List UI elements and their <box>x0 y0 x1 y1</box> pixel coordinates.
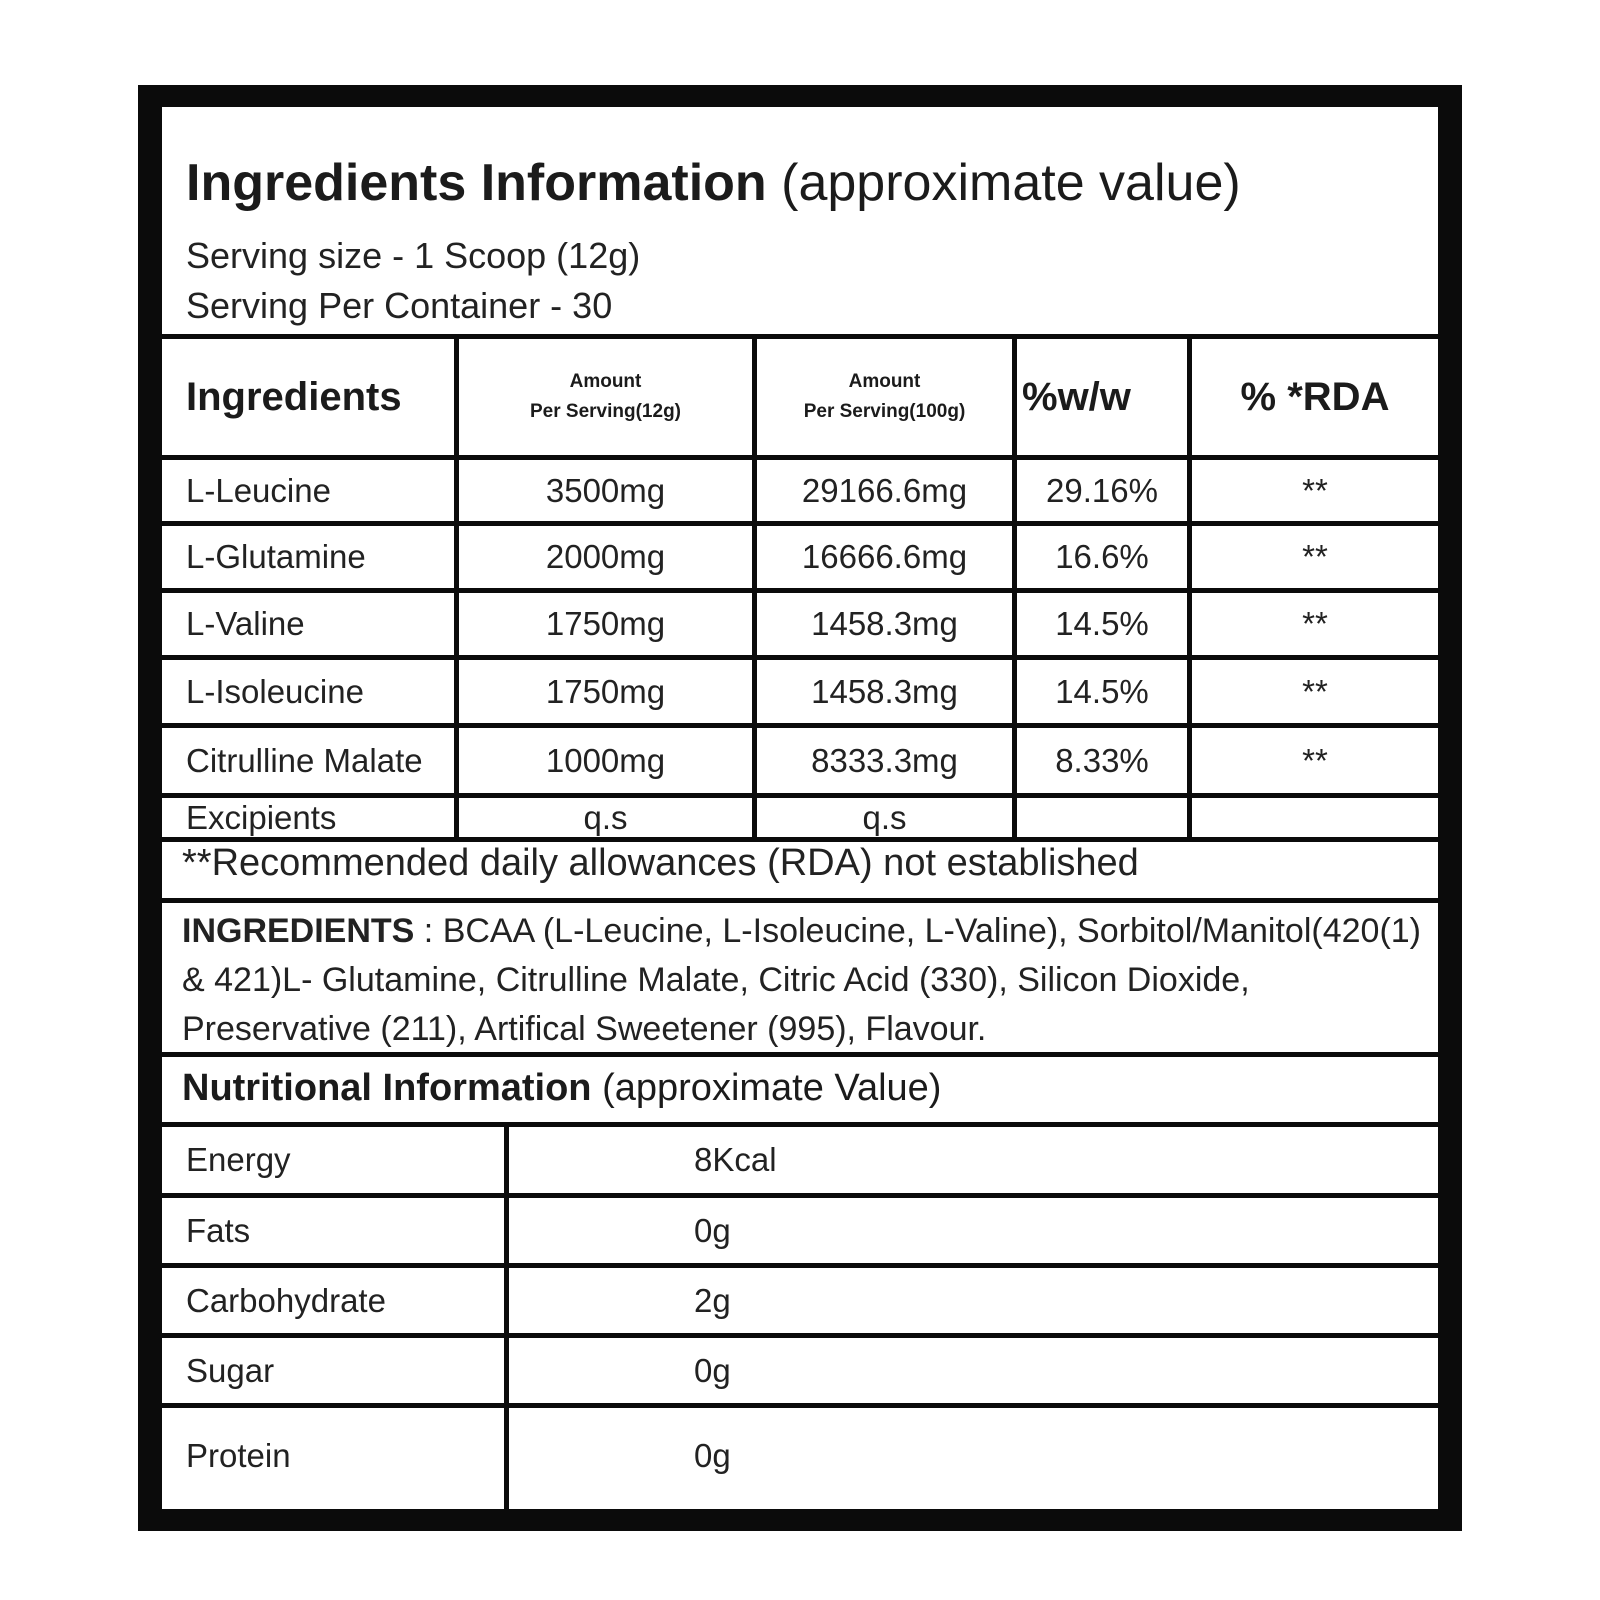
header-amount-100g-line2: Per Serving(100g) <box>803 401 966 422</box>
ingredients-list-text: : BCAA (L-Leucine, L-Isoleucine, L-Valine), Sorbitol/Manitol(420(1) & 421)L- Glutamine, Citrulline Malate, Citric Acid (330), Silicon Dioxide, Preservative (211), Artifical Sweetener (995), Flavour. <box>182 912 1421 1048</box>
nutrition-name: Sugar <box>186 1351 275 1389</box>
label-frame <box>138 85 1462 1531</box>
ingredient-per-12g: 3500mg <box>545 471 666 509</box>
header-amount-12g-line1: Amount <box>569 371 642 392</box>
serving-size: Serving size - 1 Scoop (12g) <box>186 235 641 276</box>
nutrition-value: 2g <box>694 1281 731 1319</box>
ingredient-per-100g: 1458.3mg <box>811 605 958 642</box>
nutritional-info-title <box>182 1067 941 1110</box>
ingredient-rda: ** <box>1302 741 1328 779</box>
nutrition-title-rest: (approximate Value) <box>602 1067 942 1109</box>
ingredient-rda: ** <box>1302 605 1328 642</box>
ingredient-per-100g: 8333.3mg <box>811 741 958 779</box>
ingredient-ww: 8.33% <box>1055 741 1149 779</box>
ingredient-per-12g: 1750mg <box>545 605 666 642</box>
header-ingredients: Ingredients <box>186 374 402 419</box>
ingredients-list <box>182 907 1422 1054</box>
ingredient-ww: 14.5% <box>1055 672 1149 710</box>
divider-note <box>162 898 1438 903</box>
ingredient-ww: 29.16% <box>1046 471 1158 509</box>
ingredient-ww: 16.6% <box>1055 538 1149 575</box>
ingredient-per-100g: 16666.6mg <box>801 538 968 575</box>
ingredient-rda: ** <box>1302 538 1328 575</box>
ingredient-per-100g: 29166.6mg <box>801 471 968 509</box>
header-amount-12g-line2: Per Serving(12g) <box>530 401 681 422</box>
title-rest: (approximate value) <box>781 154 1241 212</box>
nutrition-name: Energy <box>186 1141 291 1178</box>
title-bold: Ingredients Information <box>186 154 767 212</box>
ingredient-name: Excipients <box>186 798 337 836</box>
ingredient-per-12g: 1000mg <box>545 741 666 779</box>
ingredient-name: Citrulline Malate <box>186 741 423 779</box>
header-amount-12g <box>459 339 752 455</box>
ingredient-per-100g: 1458.3mg <box>811 672 958 710</box>
nutrition-value: 8Kcal <box>694 1141 777 1178</box>
ingredient-per-12g: q.s <box>583 798 628 836</box>
ingredient-name: L-Isoleucine <box>186 672 364 710</box>
nutrition-col-divider <box>504 1122 509 1509</box>
ingredient-per-12g: 1750mg <box>545 672 666 710</box>
nutrition-name: Protein <box>186 1436 291 1474</box>
ingredient-name: L-Glutamine <box>186 538 366 575</box>
ingredient-rda: ** <box>1302 471 1328 509</box>
header-amount-100g-line1: Amount <box>848 371 921 392</box>
nutrition-value: 0g <box>694 1436 731 1474</box>
ingredient-name: L-Leucine <box>186 471 331 509</box>
servings-per-container: Serving Per Container - 30 <box>186 285 613 326</box>
header-amount-100g <box>757 339 1012 455</box>
ingredients-info-title <box>186 153 1241 213</box>
nutrition-value: 0g <box>694 1351 731 1389</box>
ingredient-ww <box>1017 798 1187 837</box>
nutrition-value: 0g <box>694 1211 731 1249</box>
nutrition-title-bold: Nutritional Information <box>182 1067 592 1109</box>
ingredient-rda <box>1192 798 1438 837</box>
ingredient-per-12g: 2000mg <box>545 538 666 575</box>
label-panel <box>162 107 1438 1509</box>
ingredient-rda: ** <box>1302 672 1328 710</box>
ingredients-list-label: INGREDIENTS <box>182 912 415 950</box>
nutrition-name: Fats <box>186 1211 251 1249</box>
header-ww: %w/w <box>1022 374 1131 419</box>
nutrition-name: Carbohydrate <box>186 1281 386 1319</box>
ingredient-per-100g: q.s <box>862 798 907 836</box>
rda-note: **Recommended daily allowances (RDA) not established <box>182 842 1139 884</box>
ingredient-name: L-Valine <box>186 605 305 642</box>
header-rda: % *RDA <box>1240 374 1390 419</box>
ingredient-ww: 14.5% <box>1055 605 1149 642</box>
